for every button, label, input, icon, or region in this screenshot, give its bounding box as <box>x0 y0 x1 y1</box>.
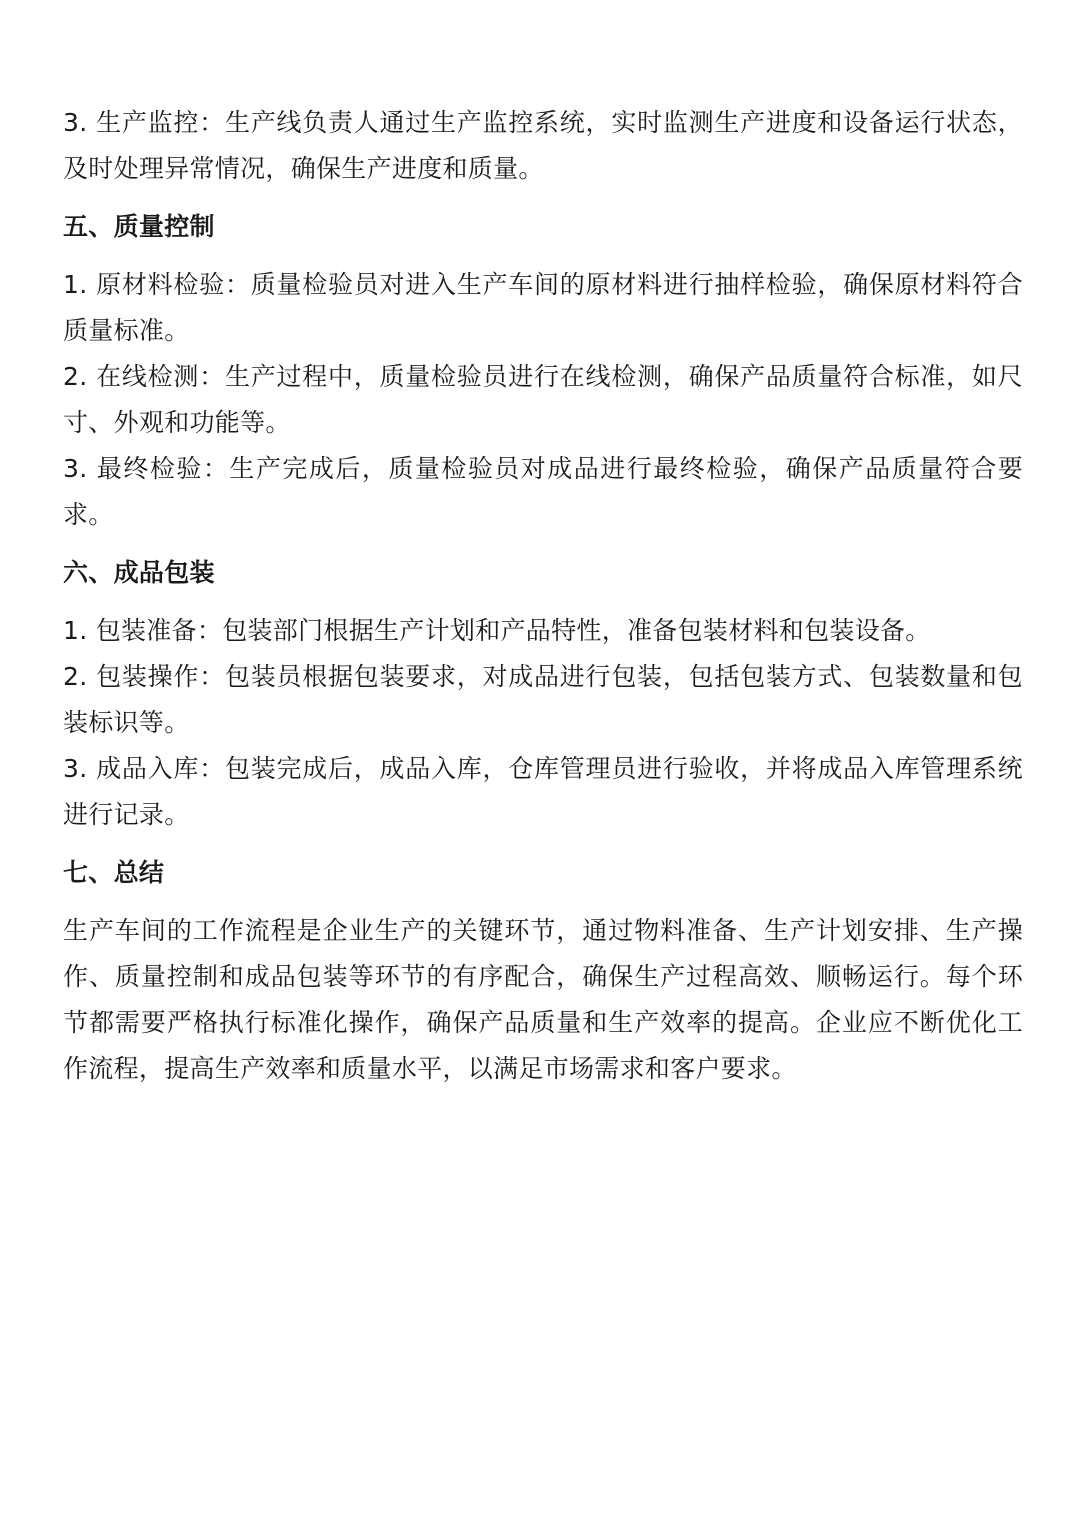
section7-heading: 七、总结 <box>63 858 165 887</box>
section4-item3-paragraph: 3. 生产监控：生产线负责人通过生产监控系统，实时监测生产进度和设备运行状态，及时处理异常情况，确保生产进度和质量。 <box>63 108 1023 183</box>
section7-summary-paragraph: 生产车间的工作流程是企业生产的关键环节，通过物料准备、生产计划安排、生产操作、质量控制和成品包装等环节的有序配合，确保生产过程高效、顺畅运行。每个环节都需要严格执行标准化操作，确保产品质量和生产效率的提高。企业应不断优化工作流程，提高生产效率和质量水平，以满足市场需求和客户要求。 <box>63 916 1023 1083</box>
section5-item1-paragraph: 1. 原材料检验：质量检验员对进入生产车间的原材料进行抽样检验，确保原材料符合质量标准。 <box>63 270 1023 345</box>
section6-item2-paragraph: 2. 包装操作：包装员根据包装要求，对成品进行包装，包括包装方式、包装数量和包装标识等。 <box>63 662 1023 737</box>
document-page <box>63 100 1023 1092</box>
section6-item3-paragraph: 3. 成品入库：包装完成后，成品入库，仓库管理员进行验收，并将成品入库管理系统进行记录。 <box>63 754 1023 829</box>
section5-item3-paragraph: 3. 最终检验：生产完成后，质量检验员对成品进行最终检验，确保产品质量符合要求。 <box>63 454 1023 529</box>
section5-item2-paragraph: 2. 在线检测：生产过程中，质量检验员进行在线检测，确保产品质量符合标准，如尺寸、外观和功能等。 <box>63 362 1023 437</box>
section6-heading: 六、成品包装 <box>63 558 215 587</box>
section6-item1-paragraph: 1. 包装准备：包装部门根据生产计划和产品特性，准备包装材料和包装设备。 <box>63 616 931 645</box>
section5-heading: 五、质量控制 <box>63 212 215 241</box>
